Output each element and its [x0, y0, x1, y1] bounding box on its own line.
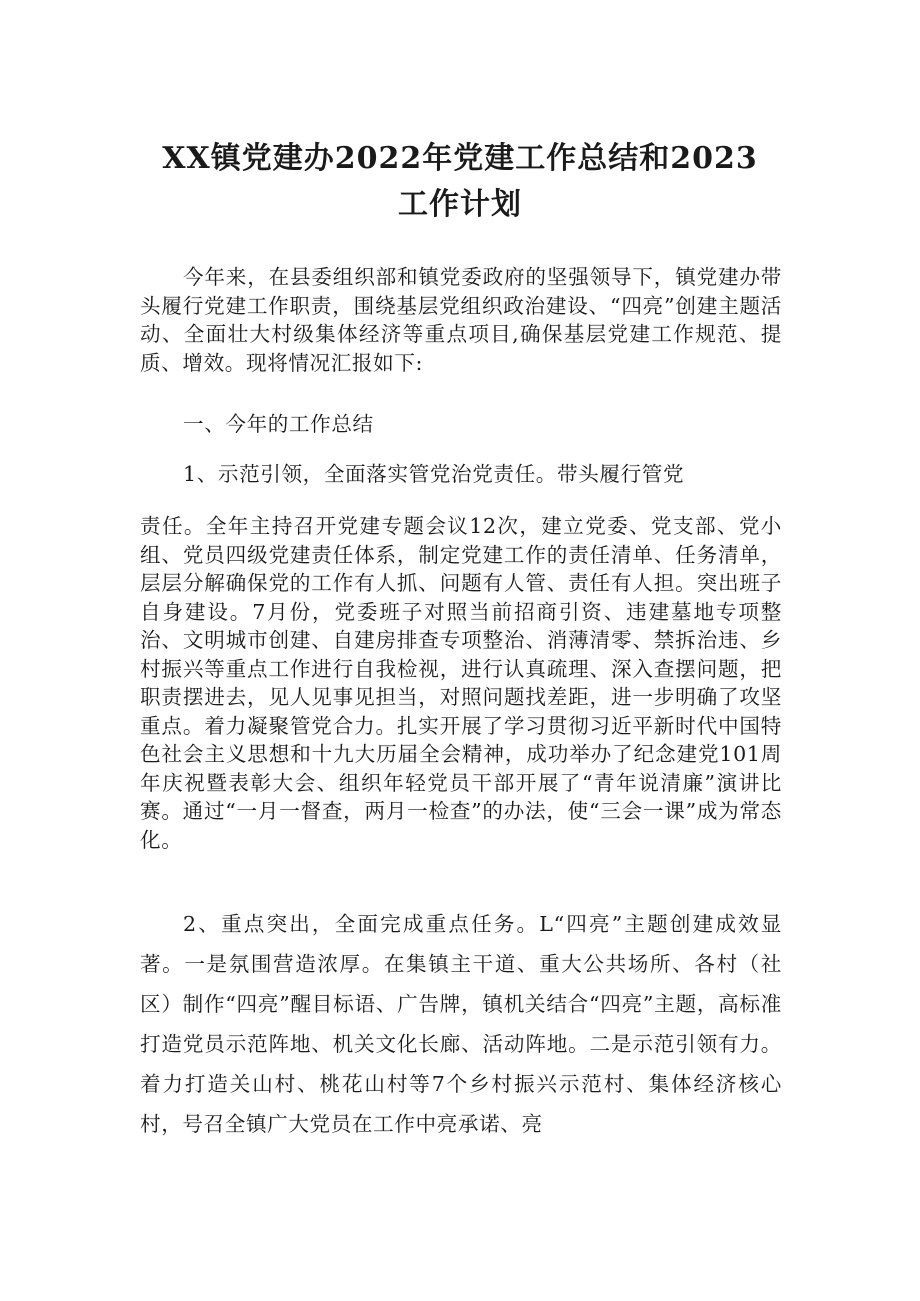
item-2-paragraph: 2、重点突出，全面完成重点任务。L“四亮”主题创建成效显著。一是氛围营造浓厚。在集镇主干道、重大公共场所、各村（社区）制作“四亮”醒目标语、广告牌，镇机关结合“四亮”主题，高标准打造党员示范阵地、机关文化长廊、活动阵地。二是示范引领有力。着力打造关山村、桃花山村等7个乡村振兴示范村、集体经济核心村，号召全镇广大党员在工作中亮承诺、亮: [140, 912, 782, 1136]
document-title-line-2: 工作计划: [398, 187, 522, 222]
item-1-heading: 1、示范引领，全面落实管党治党责任。带头履行管党: [183, 462, 685, 486]
item-1-body: 责任。全年主持召开党建专题会议12次，建立党委、党支部、党小组、党员四级党建责任体系，制定党建工作的责任清单、任务清单，层层分解确保党的工作有人抓、问题有人管、责任有人担。突出班子自身建设。7月份，党委班子对照当前招商引资、违建墓地专项整治、文明城市创建、自建房排查专项整治、消薄清零、禁拆治违、乡村振兴等重点工作进行自我检视，进行认真疏理、深入查摆问题，把职责摆进去，见人见事见担当，对照问题找差距，进一步明确了攻坚重点。着力凝聚管党合力。扎实开展了学习贯彻习近平新时代中国特色社会主义思想和十九大历届全会精神，成功举办了纪念建党101周年庆祝暨表彰大会、组织年轻党员干部开展了“青年说清廉”演讲比赛。通过“一月一督查，两月一检查”的办法，使“三会一课”成为常态化。: [140, 514, 782, 852]
document-title-line-1: XX镇党建办2022年党建工作总结和2023: [162, 141, 758, 176]
section-heading-summary: 一、今年的工作总结: [183, 412, 374, 436]
intro-paragraph: 今年来，在县委组织部和镇党委政府的坚强领导下，镇党建办带头履行党建工作职责，围绕基层党组织政治建设、“四亮”创建主题活动、全面壮大村级集体经济等重点项目,确保基层党建工作规范、提质、增效。现将情况汇报如下:: [140, 265, 782, 375]
